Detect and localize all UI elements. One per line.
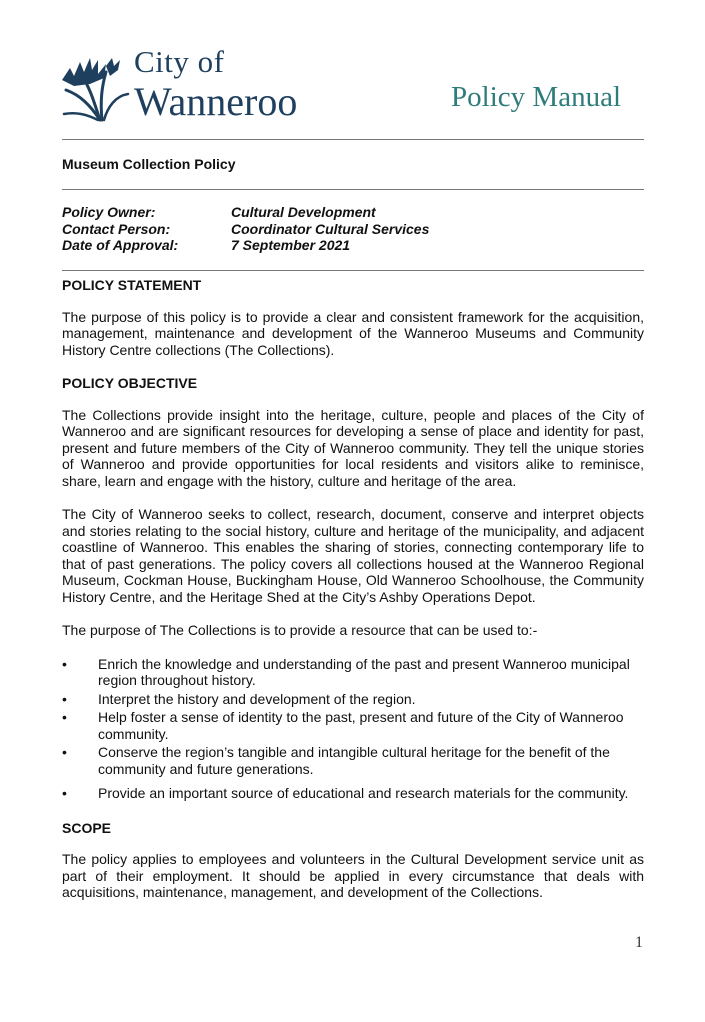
purpose-bullet-list <box>62 656 644 802</box>
list-item-text: Conserve the region’s tangible and intangible cultural heritage for the benefit of the community and future generations. <box>98 744 610 777</box>
meta-value: 7 September 2021 <box>231 237 351 253</box>
metadata-divider <box>62 270 644 271</box>
meta-label: Contact Person: <box>62 220 171 237</box>
objective-paragraph-1: The Collections provide insight into the heritage, culture, people and places of the City of Wanneroo and are significant resources for developing a sense of place and identity for past, present and future members of the City of Wanneroo community. They tell the unique stories of Wanneroo and provide opportunities for local residents and visitors alike to reminisce, share, learn and engage with the history, culture and heritage of the area. <box>62 406 644 489</box>
list-item <box>62 744 644 777</box>
policy-manual-title: Policy Manual <box>451 81 621 113</box>
kangaroo-paw-icon <box>60 50 132 122</box>
list-item-text: Interpret the history and development of the region. <box>98 690 416 707</box>
list-item-text: Enrich the knowledge and understanding of the past and present Wanneroo municipal region throughout history. <box>98 655 630 688</box>
section-heading-statement: POLICY STATEMENT <box>62 277 202 293</box>
list-item-text: Help foster a sense of identity to the past, present and future of the City of Wanneroo community. <box>98 709 624 742</box>
meta-row-owner <box>62 204 429 221</box>
objective-paragraph-3: The purpose of The Collections is to provide a resource that can be used to:- <box>62 622 538 638</box>
list-item-text: Provide an important source of educational and research materials for the community. <box>98 785 629 801</box>
document-body <box>62 277 644 918</box>
page-number: 1 <box>635 934 643 951</box>
meta-label: Policy Owner: <box>62 204 156 220</box>
title-divider <box>62 189 644 190</box>
meta-row-contact <box>62 221 429 238</box>
logo-text-wanneroo: Wanneroo <box>134 79 298 124</box>
section-heading-objective: POLICY OBJECTIVE <box>62 375 198 391</box>
objective-paragraph-2: The City of Wanneroo seeks to collect, research, document, conserve and interpret objects and stories relating to the social history, culture and heritage of the municipality, and adjacent coastline of Wanneroo. This enables the sharing of stories, connecting contemporary life to that of past generations. The policy covers all collections housed at the Wanneroo Regional Museum, Cockman House, Buckingham House, Old Wanneroo Schoolhouse, the Community History Centre, and the Heritage Shed at the City’s Ashby Operations Depot. <box>62 506 644 605</box>
bullet-icon: • <box>62 744 67 760</box>
bullet-icon: • <box>62 785 67 801</box>
list-item <box>62 691 644 708</box>
statement-paragraph: The purpose of this policy is to provide a clear and consistent framework for the acquisition, management, maintenance and development of the Wanneroo Museums and Community History Centre collections (The Collections). <box>62 308 644 358</box>
meta-row-approval-date <box>62 237 429 254</box>
section-heading-scope: SCOPE <box>62 819 112 836</box>
document-title: Museum Collection Policy <box>62 156 236 172</box>
bullet-icon: • <box>62 690 67 707</box>
list-item <box>62 709 644 742</box>
meta-value: Cultural Development <box>231 204 376 220</box>
bullet-icon: • <box>62 655 67 672</box>
policy-metadata <box>62 204 429 254</box>
header-divider <box>62 139 644 140</box>
list-item <box>62 656 644 689</box>
list-item <box>62 785 644 802</box>
city-logo <box>60 44 330 124</box>
scope-paragraph: The policy applies to employees and volunteers in the Cultural Development service unit as part of their employment. It should be applied in every circumstance that deals with acquisitions, maintenance, management, and development of the Collections. <box>62 851 644 900</box>
bullet-icon: • <box>62 709 67 725</box>
meta-value: Coordinator Cultural Services <box>231 220 430 237</box>
logo-text-city-of: City of <box>134 44 225 79</box>
meta-label: Date of Approval: <box>62 237 179 253</box>
